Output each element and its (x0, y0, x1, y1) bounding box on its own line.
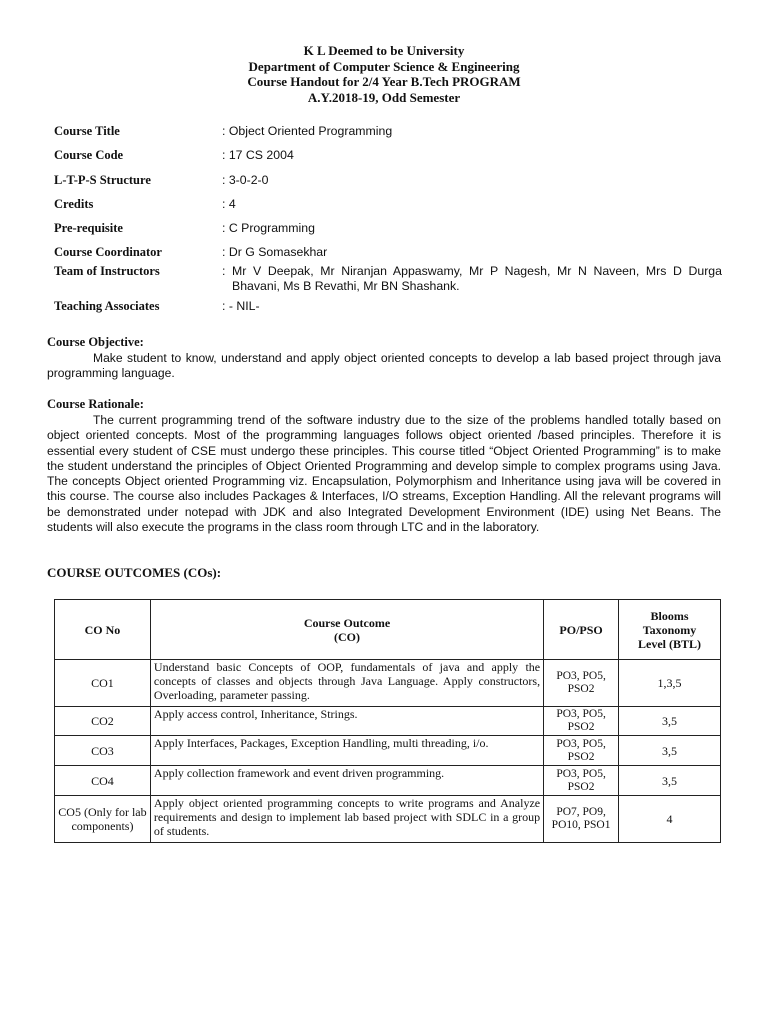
objective-body: Make student to know, understand and apply object oriented concepts to develop a lab based project through java programming language. (47, 351, 721, 381)
info-label: Course Code (54, 148, 124, 163)
rationale-title: Course Rationale: (47, 397, 144, 411)
col-header-outcome-line1: Course Outcome (303, 615, 391, 630)
info-label: Pre-requisite (54, 221, 123, 236)
table-header-row (55, 600, 721, 660)
info-value: : Mr V Deepak, Mr Niranjan Appaswamy, Mr P Nagesh, Mr N Naveen, Mrs D Durga Bhavani, Ms B Revathi, Mr BN Shashank. (222, 264, 722, 294)
co-po: PO7, PO9, PO10, PSO1 (544, 796, 619, 843)
table-row (55, 736, 721, 766)
col-header-outcome-line2: (CO) (334, 629, 361, 644)
co-outcome: Apply access control, Inheritance, Strings. (150, 707, 543, 736)
table-row (55, 796, 721, 843)
col-header-outcome (150, 600, 543, 660)
col-header-po: PO/PSO (544, 600, 619, 660)
co-number: CO1 (55, 660, 151, 707)
info-row-course-code (54, 148, 722, 172)
academic-year: A.Y.2018-19, Odd Semester (307, 89, 461, 105)
co-po: PO3, PO5, PSO2 (544, 660, 619, 707)
co-outcome: Apply Interfaces, Packages, Exception Handling, multi threading, i/o. (150, 736, 543, 766)
table-row (55, 766, 721, 796)
info-row-prerequisite (54, 221, 722, 245)
info-label: L-T-P-S Structure (54, 172, 151, 187)
co-btl: 4 (619, 796, 721, 843)
co-number: CO5 (Only for lab components) (55, 796, 151, 843)
info-row-coordinator (54, 245, 722, 264)
co-outcome: Apply object oriented programming concepts to write programs and Analyze requirements and design to implement lab based project with SDLC in a group of students. (150, 796, 543, 843)
info-value: : C Programming (222, 221, 315, 236)
info-label: Team of Instructors (54, 264, 160, 279)
co-po: PO3, PO5, PSO2 (544, 736, 619, 766)
info-label: Credits (54, 196, 94, 211)
co-po: PO3, PO5, PSO2 (544, 766, 619, 796)
course-info (54, 124, 722, 324)
co-number: CO3 (55, 736, 151, 766)
co-btl: 1,3,5 (619, 660, 721, 707)
col-header-co-no: CO No (55, 600, 151, 660)
info-value: : Object Oriented Programming (222, 124, 393, 138)
co-number: CO2 (55, 707, 151, 736)
info-value: : 4 (222, 196, 236, 211)
info-value: : 17 CS 2004 (222, 148, 294, 163)
co-number: CO4 (55, 766, 151, 796)
co-po: PO3, PO5, PSO2 (544, 707, 619, 736)
rationale-body: The current programming trend of the software industry due to the size of the problems handled totally based on object oriented concepts. Most of the programming languages follows object oriented /based principles. Therefore it is essential every student of CSE must undergo these principles. This course titled “Object Oriented Programming” is to make the student understand the principles of Object Oriented Programming and develop simple to complex programs using Java. The concepts Object oriented Programming viz. Encapsulation, Polymorphism and Inheritance using java will be covered in this course. The course also includes Packages & Interfaces, I/O streams, Exception Handling. All the relevant programs will be demonstrated under notepad with JDK and also Integrated Development Environment (IDE) using Net Beans. The students will also execute the programs in the class room through LTC and in the laboratory. (47, 413, 721, 535)
info-value: : - NIL- (222, 299, 260, 314)
info-row-teaching-associates (54, 299, 722, 323)
co-btl: 3,5 (619, 707, 721, 736)
info-value: : Dr G Somasekhar (222, 245, 328, 260)
co-btl: 3,5 (619, 736, 721, 766)
objective-text (47, 351, 721, 382)
table-row (55, 707, 721, 736)
document-header (0, 43, 768, 105)
co-outcome: Apply collection framework and event driven programming. (150, 766, 543, 796)
info-label: Course Title (54, 124, 120, 138)
course-outcomes-heading: COURSE OUTCOMES (COs): (47, 565, 222, 580)
co-outcome: Understand basic Concepts of OOP, fundamentals of java and apply the concepts of classes and objects through Java Language. Apply constructors, Overloading, parameter passing. (150, 660, 543, 707)
handout-title: Course Handout for 2/4 Year B.Tech PROGRAM (247, 74, 521, 89)
info-row-course-title (54, 124, 722, 148)
info-row-ltps (54, 173, 722, 197)
info-label: Teaching Associates (54, 299, 160, 314)
info-label: Course Coordinator (54, 245, 162, 260)
table-row (55, 660, 721, 707)
objective-title: Course Objective: (47, 335, 144, 349)
info-row-instructors (54, 264, 722, 299)
department-name: Department of Computer Science & Engineering (248, 58, 520, 74)
col-header-btl: Blooms Taxonomy Level (BTL) (619, 600, 721, 660)
info-row-credits (54, 197, 722, 221)
course-outcomes-table (54, 599, 721, 843)
co-btl: 3,5 (619, 766, 721, 796)
university-name: K L Deemed to be University (303, 43, 465, 58)
info-value: : 3-0-2-0 (222, 172, 269, 187)
rationale-text (47, 413, 721, 535)
